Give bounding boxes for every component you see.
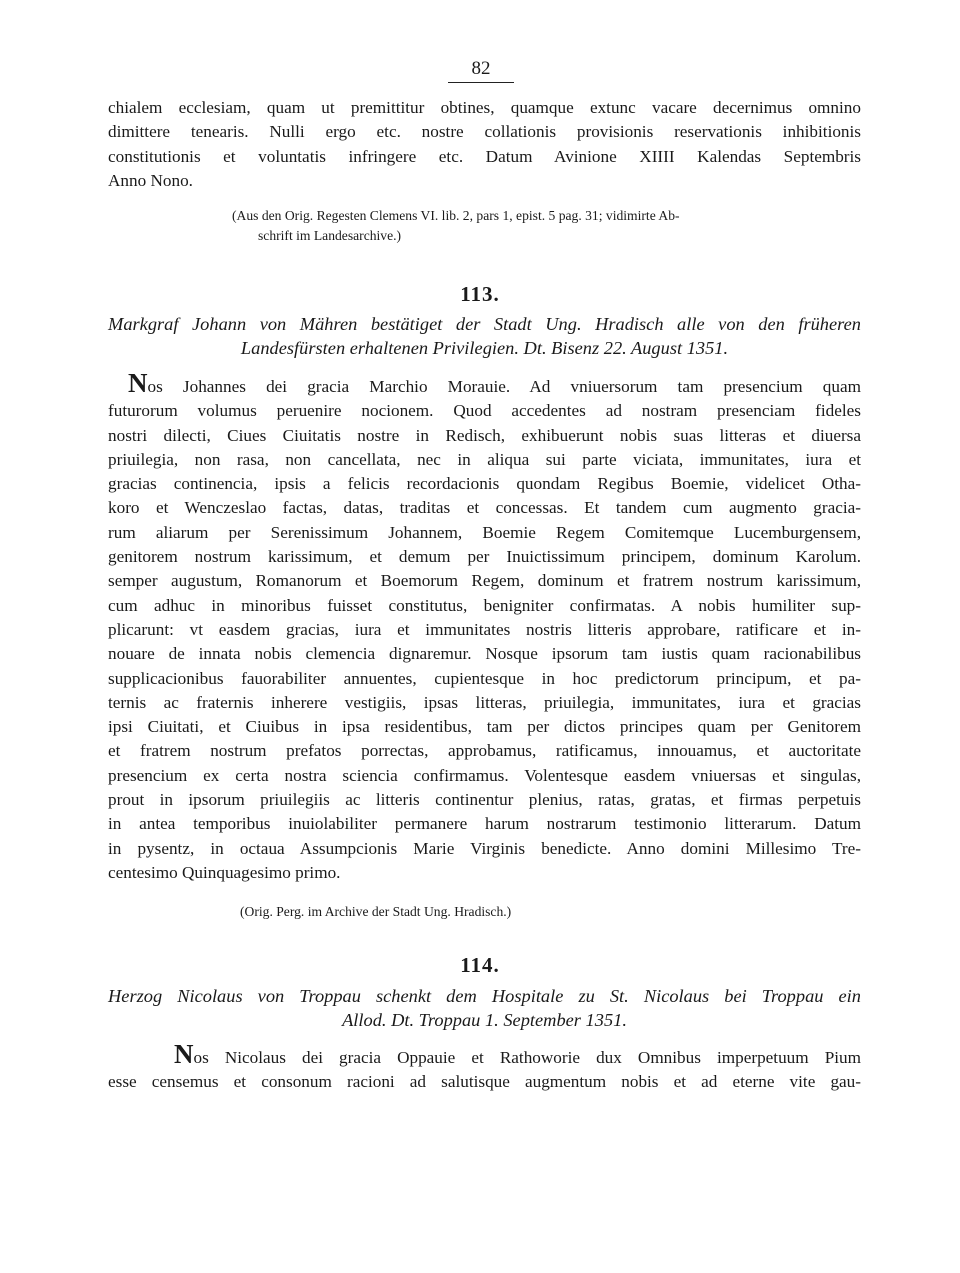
doc-113-heading <box>108 312 861 360</box>
text-line: esse censemus et consonum racioni ad salutisque augmentum nobis et ad eterne vite gau- <box>108 1072 861 1092</box>
text-line: chialem ecclesiam, quam ut premittitur obtines, quamque extunc vacare decernimus omnino <box>108 98 861 117</box>
text-line: prout in ipsorum priuilegiis ac litteris continentur plenius, ratas, gratas, et firmas perpetuis <box>108 790 861 810</box>
text-line: Anno Nono. <box>108 170 193 190</box>
doc-114-number: 114. <box>460 953 500 977</box>
text-line: in antea temporibus inuiolabiliter permanere harum nostrarum testimonio litterarum. Datum <box>108 814 861 834</box>
text-line: nostri dilecti, Ciues Ciuitatis nostre in Redisch, exhibuerunt nobis suas litteras et diuersa <box>108 425 861 445</box>
text-line: koro et Wenczeslao factas, datas, traditas et concessas. Et tandem cum augmento gracia- <box>108 498 861 518</box>
page-number: 82 <box>448 58 514 83</box>
heading-line: Allod. Dt. Troppau 1. September 1351. <box>342 1010 627 1030</box>
text-line: ternis ac fraternis inherere vestigiis, ipsas litteras, priuilegia, immunitates, iura et gracias <box>108 692 861 712</box>
text-line: cum adhuc in minoribus fuisset constitutus, benigniter confirmatas. A nobis humiliter sup- <box>108 595 861 615</box>
text-line: presencium ex certa nostra sciencia confirmamus. Volentesque easdem vniuersas et singulas, <box>108 765 861 785</box>
text-line: priuilegia, non rasa, non cancellata, nec in aliqua sui parte viciata, immunitates, iura et <box>108 449 861 469</box>
text-line: supplicacionibus fauorabiliter annuentes, cupientesque in hoc predictorum principum, et pa- <box>108 668 861 688</box>
text-line: gracias continencia, ipsis a felicis recordacionis quondam Regibus Boemie, videlicet Otha- <box>108 474 861 494</box>
text-line: semper augustum, Romanorum et Boemorum Regem, dominum et fratrem nostrum karissimum, <box>108 571 861 591</box>
text-line: rum aliarum per Serenissimum Johannem, Boemie Regem Comitemque Lucemburgensem, <box>108 522 861 542</box>
text-line: in pysentz, in octaua Assumpcionis Marie Virginis benedicte. Anno domini Millesimo Tre- <box>108 838 861 858</box>
text-line: genitorem nostrum karissimum, et demum per Inuictissimum principem, dominum Karolum. <box>108 547 861 567</box>
prev-doc-text <box>108 96 861 193</box>
text-line-first <box>108 368 861 399</box>
prev-doc-source <box>232 206 680 246</box>
doc-113-source: (Orig. Perg. im Archive der Stadt Ung. Hradisch.) <box>240 904 512 919</box>
initial-letter: N <box>174 1039 194 1069</box>
text-line: dimittere tenearis. Nulli ergo etc. nostre collationis provisionis reservationis inhibitionis <box>108 122 861 142</box>
text-line: plicarunt: vt easdem gracias, iura et immunitates nostris litteris approbare, ratificare et in- <box>108 619 861 639</box>
heading-line: Markgraf Johann von Mähren bestätiget der Stadt Ung. Hradisch alle von den früheren <box>108 314 861 334</box>
doc-113-number: 113. <box>460 282 500 306</box>
source-line: (Aus den Orig. Regesten Clemens VI. lib. 2, pars 1, epist. 5 pag. 31; vidimirte Ab- <box>232 208 680 223</box>
heading-line: Herzog Nicolaus von Troppau schenkt dem Hospitale zu St. Nicolaus bei Troppau ein <box>108 986 861 1006</box>
doc-114-heading <box>108 984 861 1032</box>
text-line: os Johannes dei gracia Marchio Morauie. Ad vniuersorum tam presencium quam <box>147 377 861 396</box>
text-line: os Nicolaus dei gracia Oppauie et Rathoworie dux Omnibus imperpetuum Pium <box>193 1048 861 1067</box>
text-line: futurorum volumus peruenire nocionem. Quod accedentes ad nostram presenciam fideles <box>108 401 861 421</box>
source-line: schrift im Landesarchive.) <box>258 228 402 243</box>
text-line: centesimo Quinquagesimo primo. <box>108 862 341 882</box>
text-line: ipsi Ciuitati, et Ciuibus in ipsa residentibus, tam per dictos principes quam per Genitorem <box>108 717 861 737</box>
text-line: nouare de innata nobis clemencia dignaremur. Nosque ipsorum tam iustis quam racionabilibus <box>108 644 861 664</box>
text-line: et fratrem nostrum prefatos porrectas, approbamus, ratificamus, innouamus, et auctoritate <box>108 741 861 761</box>
text-line-first <box>108 1039 861 1070</box>
doc-114-text <box>108 1039 861 1095</box>
doc-113-text <box>108 368 861 885</box>
initial-letter: N <box>128 368 148 398</box>
text-line: constitutionis et voluntatis infringere etc. Datum Avinione XIIII Kalendas Septembris <box>108 146 861 166</box>
heading-line: Landesfürsten erhaltenen Privilegien. Dt. Bisenz 22. August 1351. <box>240 338 729 358</box>
